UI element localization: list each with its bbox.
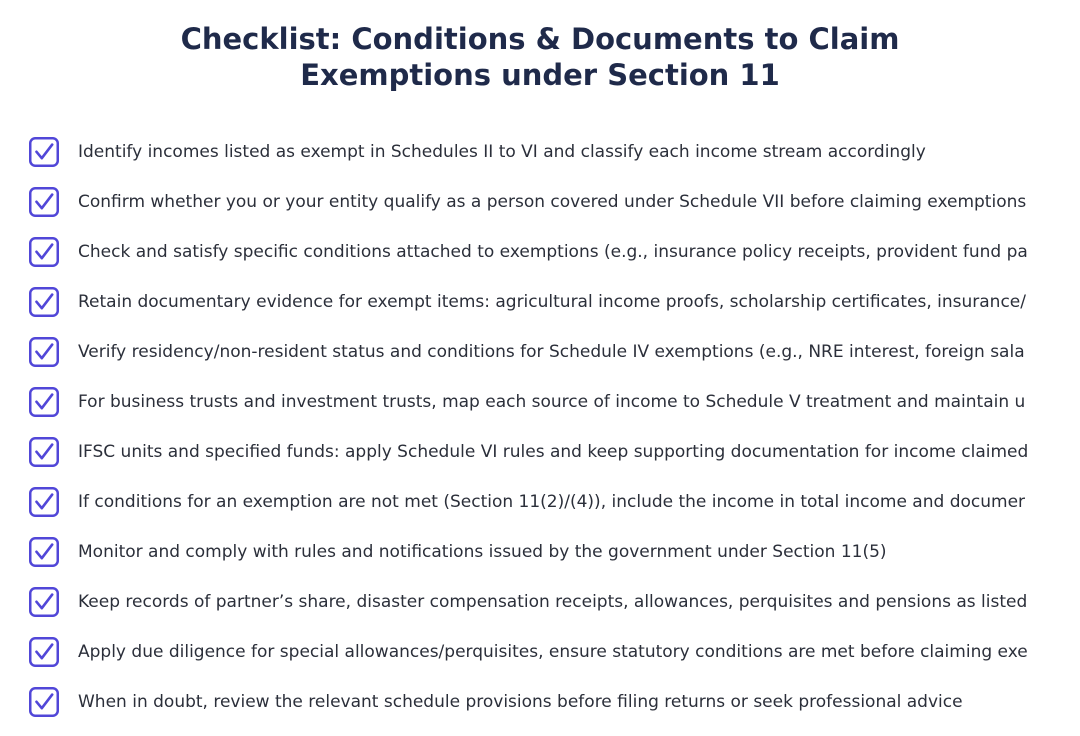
- checklist-item: [0, 527, 1080, 577]
- checked-checkbox-icon[interactable]: [29, 487, 59, 517]
- checklist-item: [0, 577, 1080, 627]
- checklist-item: [0, 177, 1080, 227]
- checklist-item: [0, 277, 1080, 327]
- checklist-item-text: For business trusts and investment trusts, map each source of income to Schedule V treatment and maintain u: [78, 392, 1026, 412]
- checked-checkbox-icon[interactable]: [29, 387, 59, 417]
- checklist-item-text: When in doubt, review the relevant schedule provisions before filing returns or seek professional advice: [78, 692, 963, 712]
- checked-checkbox-icon[interactable]: [29, 587, 59, 617]
- checklist-item: [0, 127, 1080, 177]
- checklist-item-text: Verify residency/non-resident status and conditions for Schedule IV exemptions (e.g., NRE interest, foreign sala: [78, 342, 1025, 362]
- checklist-item-text: Confirm whether you or your entity qualify as a person covered under Schedule VII before claiming exemptions: [78, 192, 1027, 212]
- page-title-line-2: Exemptions under Section 11: [300, 58, 780, 92]
- checklist-item: [0, 227, 1080, 277]
- checklist-item-text: Keep records of partner’s share, disaster compensation receipts, allowances, perquisites and pensions as listed: [78, 592, 1028, 612]
- page-title: [0, 21, 1080, 93]
- checklist-item-text: IFSC units and specified funds: apply Schedule VI rules and keep supporting documentation for income claimed: [78, 442, 1029, 462]
- checklist-item-text: Check and satisfy specific conditions attached to exemptions (e.g., insurance policy receipts, provident fund pa: [78, 242, 1028, 262]
- checklist-item-text: Monitor and comply with rules and notifications issued by the government under Section 11(5): [78, 542, 887, 562]
- checklist-item-text: Apply due diligence for special allowances/perquisites, ensure statutory conditions are met before claiming exe: [78, 642, 1028, 662]
- checklist-item-text: Identify incomes listed as exempt in Schedules II to VI and classify each income stream accordingly: [78, 142, 926, 162]
- checklist-item: [0, 327, 1080, 377]
- checked-checkbox-icon[interactable]: [29, 437, 59, 467]
- checked-checkbox-icon[interactable]: [29, 137, 59, 167]
- checklist-item-text: If conditions for an exemption are not met (Section 11(2)/(4)), include the income in total income and documer: [78, 492, 1026, 512]
- checklist-item-text: Retain documentary evidence for exempt items: agricultural income proofs, scholarship certificates, insurance/: [78, 292, 1026, 312]
- checked-checkbox-icon[interactable]: [29, 687, 59, 717]
- checklist-item: [0, 477, 1080, 527]
- checklist-item: [0, 427, 1080, 477]
- checked-checkbox-icon[interactable]: [29, 537, 59, 567]
- checklist-item: [0, 377, 1080, 427]
- checklist: [0, 127, 1080, 727]
- checked-checkbox-icon[interactable]: [29, 187, 59, 217]
- checked-checkbox-icon[interactable]: [29, 287, 59, 317]
- checklist-item: [0, 677, 1080, 727]
- checked-checkbox-icon[interactable]: [29, 237, 59, 267]
- checked-checkbox-icon[interactable]: [29, 337, 59, 367]
- checked-checkbox-icon[interactable]: [29, 637, 59, 667]
- page-title-line-1: Checklist: Conditions & Documents to Claim: [180, 22, 900, 56]
- checklist-item: [0, 627, 1080, 677]
